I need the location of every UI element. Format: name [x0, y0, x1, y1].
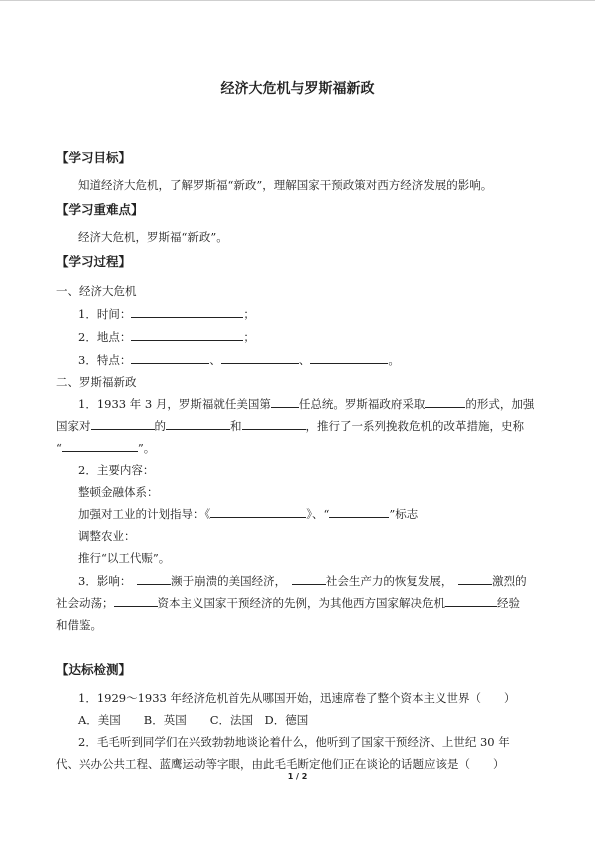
impact-blank-2[interactable] [292, 573, 326, 585]
page-title: 经济大危机与罗斯福新政 [220, 81, 375, 97]
place-item: 2．地点： ； [78, 330, 255, 344]
page-number: 1 / 2 [287, 772, 308, 781]
economy-blank[interactable] [91, 418, 155, 430]
content-label: 2．主要内容： [78, 463, 155, 477]
finance-item: 整顿金融体系： [78, 485, 159, 499]
p1-line-1: 1．1933 年 3 月，罗斯福就任美国第 任总统。罗斯福政府采取 的形式，加强 [78, 397, 535, 411]
p1-line-3: “ ”。 [56, 441, 156, 455]
features-item: 3．特点： 、 、 。 [78, 353, 400, 367]
impact-line-3: 和借鉴。 [56, 618, 102, 632]
section-2-title: 二、罗斯福新政 [56, 375, 137, 389]
section-1-title: 一、经济大危机 [56, 284, 137, 298]
impact-blank-4[interactable] [114, 595, 158, 607]
industry-law-blank[interactable] [210, 506, 306, 518]
page-top-border [0, 0, 595, 1]
place-label: 2．地点： [78, 330, 132, 344]
time-item: 1．时间： ； [78, 307, 255, 321]
form-blank[interactable] [425, 396, 465, 408]
question-2-line-1: 2．毛毛听到同学们在兴致勃勃地谈论着什么，他听到了国家干预经济、上世纪 30 年 [78, 735, 510, 749]
p1-line-2: 国家对 的 和 ，推行了一系列挽救危机的改革措施，史称 [56, 419, 524, 433]
key-points-heading: 【学习重难点】 [56, 202, 144, 217]
goals-heading: 【学习目标】 [56, 150, 132, 165]
blue-eagle-blank[interactable] [329, 506, 389, 518]
impact-line-2: 社会动荡； 资本主义国家干预经济的先例，为其他西方国家解决危机 经验 [56, 596, 520, 610]
feature-blank-1[interactable] [131, 352, 209, 364]
industry-item: 加强对工业的计划指导：《 》、“ ”标志 [78, 507, 419, 521]
question-1: 1．1929～1933 年经济危机首先从哪国开始，迅速席卷了整个资本主义世界（ ） [78, 691, 516, 705]
test-heading: 【达标检测】 [56, 662, 132, 677]
place-blank[interactable] [131, 329, 243, 341]
agri-item: 调整农业： [78, 529, 136, 543]
key-points-text: 经济大危机，罗斯福“新政”。 [78, 230, 228, 244]
feature-blank-2[interactable] [221, 352, 299, 364]
regulation-blank[interactable] [242, 418, 306, 430]
feature-blank-3[interactable] [310, 352, 388, 364]
features-label: 3．特点： [78, 353, 132, 367]
question-1-options: A．美国 B．英国 C．法国 D．德国 [78, 713, 309, 727]
impact-line-1: 3．影响： 濒于崩溃的美国经济， 社会生产力的恢复发展， 激烈的 [78, 574, 527, 588]
question-2-line-2: 代、兴办公共工程、蓝鹰运动等字眼，由此毛毛断定他们正在谈论的话题应该是（ ） [56, 757, 505, 771]
process-heading: 【学习过程】 [56, 254, 132, 269]
relief-item: 推行“以工代赈”。 [78, 551, 171, 565]
goals-text: 知道经济大危机，了解罗斯福“新政”，理解国家干预政策对西方经济发展的影响。 [78, 178, 493, 192]
impact-blank-3[interactable] [458, 573, 492, 585]
impact-blank-5[interactable] [445, 595, 497, 607]
intervention-blank[interactable] [166, 418, 230, 430]
time-label: 1．时间： [78, 307, 132, 321]
new-deal-name-blank[interactable] [62, 440, 138, 452]
time-blank[interactable] [131, 306, 243, 318]
president-number-blank[interactable] [271, 396, 299, 408]
impact-blank-1[interactable] [137, 573, 171, 585]
